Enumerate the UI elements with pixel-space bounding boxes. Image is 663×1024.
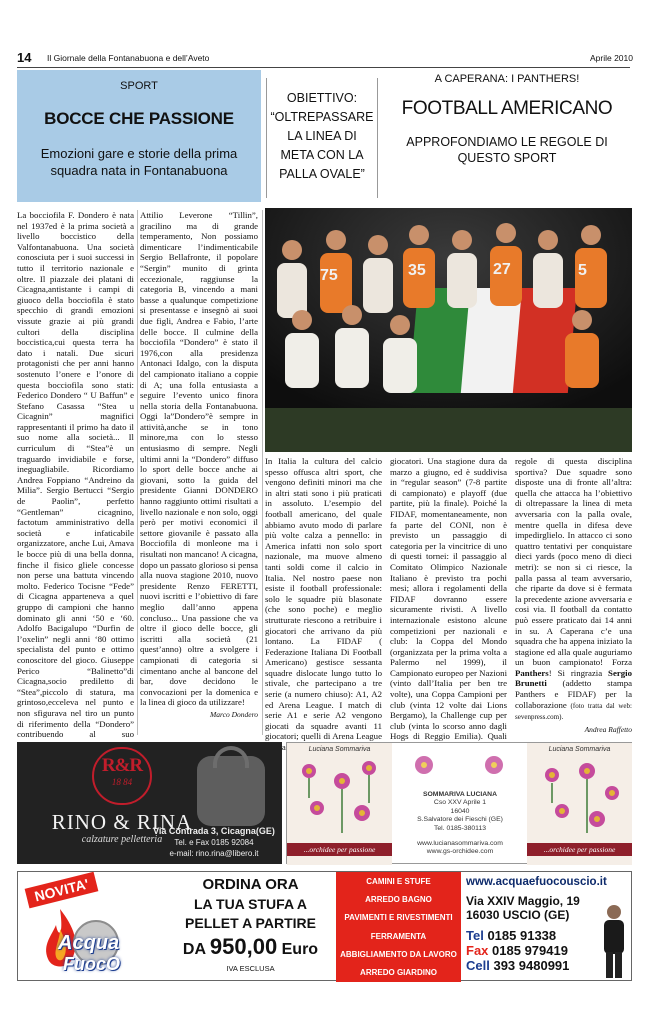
bocce-subtitle: Emozioni gare e storie della prima squadra nata in Fontanabuona xyxy=(40,146,238,178)
website[interactable]: www.gs-orchidee.com xyxy=(426,848,494,856)
service-item: ARREDO BAGNO xyxy=(365,895,432,905)
price: 950,00 xyxy=(209,934,278,959)
objective-line: “OLTREPASSARE xyxy=(270,110,374,124)
service-item: ABBIGLIAMENTO DA LAVORO xyxy=(340,949,457,959)
objective-line: LA LINEA DI xyxy=(287,129,357,143)
website-link[interactable]: www.acquaefuocouscio.it xyxy=(466,876,607,888)
column-rule xyxy=(137,210,138,735)
football-kicker: A CAPERANA: I PANTHERS! xyxy=(434,73,580,85)
page-number: 14 xyxy=(17,50,32,65)
column-rule xyxy=(262,210,263,735)
bocce-article-col1 xyxy=(17,210,134,740)
article-text-part: regole di questa disciplina sportiva? Due squadre sono disposte una di fronte all’altra: quella che attacca ha l’obiettivo di oltrepassare la linea di meta avversaria con la palla ovale, mentre quella in difesa deve impedirglielo. In attacco ci sono quattro tentativi per conquistare dieci yards (poco meno di dieci metri): se non si ci riesce, la palla passa al team avversario, che riparte da dove si è fermata la precedente azione avversaria e cosi via. Il football da contatto può essere praticato dai 14 anni in su. A Caperana c’e una squadra che ha appena iniziato la stagione ed alla quale auguriamo un buon campionato! Forza xyxy=(515,456,632,668)
slogan: ...orchidee per passione xyxy=(287,843,392,856)
football-article-col2 xyxy=(390,456,508,742)
byline: Andrea Raffetto xyxy=(584,724,632,734)
ad-rino-rina[interactable] xyxy=(17,742,282,864)
person-figure-image xyxy=(598,902,630,980)
objective-line: META CON LA xyxy=(280,148,364,162)
byline: Marco Dondero xyxy=(210,709,258,719)
fax-label: Fax xyxy=(466,943,489,958)
shop-phone: Tel. e Fax 0185 92084 xyxy=(174,838,254,847)
phone: Tel. 0185-380113 xyxy=(433,824,487,832)
novita-badge: NOVITA' xyxy=(25,872,99,909)
price-prefix: DA xyxy=(182,941,210,958)
headline-price-line xyxy=(168,934,333,960)
brand-logo-area xyxy=(18,872,168,982)
football-title: FOOTBALL AMERICANO xyxy=(401,98,613,119)
article-text: giocatori. Una stagione dura da marzo a giugno, ed è suddivisa in “regular season” (7-8 partite di campionato) e playoff (due partite, più la finale). Poiché la FIDAF, momentaneamente, non fa parte del CONI, non è previsto un passaggio di categoria per la vincitrice di uno di questi tornei: il passaggio al Comitato Olimpico Nazionale Italiano è previsto tra pochi mesi; allora i regolamenti della FIDAF dovranno essere sicuramente rivisti. A livello internazionale esistono alcune competizioni per nazionali e club: la Coppa del Mondo (organizzata per la prima volta a Palermo nel 1999), il Campionato europeo per Nazioni (vinto dall’Italia per ben tre volte), una Coppa Campioni per club (vinta 12 volte dai Lions Bergamo), la Challenge cup per club (vinta lo scorso anno dagli Hogs di Reggio Emilia). Quali xyxy=(390,456,508,742)
address-line: 16040 xyxy=(450,807,470,815)
person-name: Sergio Brunetti xyxy=(515,667,632,689)
photo-credit: (foto tratta dal web: sevenpress.com). xyxy=(515,701,632,722)
football-headline-box xyxy=(382,70,632,205)
shop-address: Via Contrada 3, Cicagna(GE) xyxy=(153,826,275,836)
brand-name-top: Acqua xyxy=(58,932,120,954)
brand-tagline: calzature pelletteria xyxy=(81,834,163,845)
promo-headline xyxy=(168,876,333,973)
monogram-logo xyxy=(92,747,152,805)
svg-text:27: 27 xyxy=(493,261,511,278)
svg-text:75: 75 xyxy=(320,267,338,284)
objective-line: OBIETTIVO: xyxy=(286,91,358,105)
bocce-headline-box xyxy=(17,70,261,202)
article-text-part: ! Si ringrazia xyxy=(548,667,609,678)
headline-line: PELLET A PARTIRE xyxy=(185,915,316,931)
article-text: In Italia la cultura del calcio spesso offusca altri sport, che vengono definiti minori ma che in altri stati sono i più praticati in assoluto. L’esempio del football americano, del quale abbiamo avuto modo di parlare più volte calza a pennello: in America infatti non solo sport nazionale, ma muove almeno tanti soldi come il calcio in Italia. Nel nostro paese non esiste il football professionale: solo le squadre più blasonate (che sono poche) e meglio strutturate riescono a retribuire i giocatori che arrivano da più lontano. La FIDAF ( Federazione Italiana Di Football Americano) gestisce sessanta squadre dislocate lungo tutto lo stivale, che partecipano a tre serie (a numero chiuso): A1, A2 ed Arena League. I match di serie A1 e serie A2 vengono giocati da squadre avanti 11 giocatori; quelli di Arena League team xyxy=(265,456,382,753)
team-photo xyxy=(265,208,632,452)
headline-line: ORDINA ORA xyxy=(202,876,299,893)
ad-acqua-e-fuoco[interactable] xyxy=(17,871,632,981)
section-kicker: SPORT xyxy=(120,80,158,92)
objective-box xyxy=(266,78,378,198)
street-address: Via XXIV Maggio, 19 xyxy=(466,894,580,908)
orchid-card xyxy=(399,747,521,859)
football-subtitle: APPROFONDIAMO LE REGOLE DI QUESTO SPORT xyxy=(406,135,608,165)
bag-image xyxy=(197,756,265,826)
brand-name: Luciana Sommariva xyxy=(548,746,611,753)
svg-text:5: 5 xyxy=(578,262,587,279)
publication-name: Il Giornale della Fontanabuona e dell’Aveto xyxy=(47,53,210,63)
panthers-team-photo-illustration xyxy=(265,208,632,452)
bocce-title: BOCCE CHE PASSIONE xyxy=(44,109,234,128)
slogan: ...orchidee per passione xyxy=(527,843,632,856)
ad-orchidee[interactable] xyxy=(286,742,632,864)
tel-label: Tel xyxy=(466,928,484,943)
page-header xyxy=(17,52,647,66)
service-item: PAVIMENTI E RIVESTIMENTI xyxy=(344,913,453,923)
headline-line: LA TUA STUFA A xyxy=(193,896,308,912)
services-list xyxy=(336,872,461,982)
svg-text:35: 35 xyxy=(408,262,426,279)
cell-number: 393 9480991 xyxy=(493,958,570,973)
brand-name: Luciana Sommariva xyxy=(308,746,371,753)
city-address: 16030 USCIO (GE) xyxy=(466,908,570,922)
brand-name-bottom: FuocO xyxy=(63,954,120,974)
article-text: La bocciofila F. Dondero è nata nel 1937ed è la prima società a livello boccistico della Valfontanabuona. Una società conosciuta per i suoi successi in tutto il territorio nazionale e oltre. Il piazzale dei platani di Cicagna,antistante i campi di giuoco della bocciofila è stato specchio di grandi emozioni vissute grazie ai più grandi cultori della disciplina boccistica,cui questa terra ha dato i natali. Due sicuri protagonisti che per anni hanno sostenuto l’onere e l’onore di questa bocciofila sono stati: Federico Dondero “ U Baffun” e Stefano Casassa “Stea u Cicagnin” magnifici rappresentanti il primo ha dato il suo nome alla società... Il curriculum di “Stea”è un traguardo invidiabile e forse, ineguagliabile. Ricordiamo Andrea Foppiano “Andreino da Milia”. Sergio Bertucci “Sergio de Paolin”, perfetto “Gentleman” cicagnino, factotum amministrativo della società e infaticabile organizzatore, anche Lui, Amava le bocce più di una bella donna, finche il fisico gliele concesse non perse una battuta vincendo molto. Federico Tocisne “Fede” di Cicagna appartenevа a quel gruppo di campioni che hanno dominato gli anni ‘50 e ‘60. Adolfo Bacigalupo “Durfin de l’oxelin” negli anni ‘80 ottimo specialista del punto e ottimo conoscitore del gioco. Giuseppe Perico “Balinetto”di Cicagna,socio prediletto di “Stea”,piccolo di statura, ma grintoso,eccelevа nel punto e non sfigurava nel tiro un punto di riferimento della “Dondero” contribuendo al suo xyxy=(17,210,134,740)
shop-email: e-mail: rino.rina@libero.it xyxy=(169,849,259,858)
orchid-panel-right xyxy=(527,743,632,865)
orchid-illustration xyxy=(527,753,632,838)
football-article-col3 xyxy=(515,456,632,738)
article-text: Attilio Leverone “Tillin”, gracilino ma di grande temperamento, Non possiamo dimenticare l’indimenticabile Sergio Bellafronte, il popolare “Sergin” munito di grinta eccezionale, raggiunse la categoria B, vincendo a mani basse a qualunque competizione si presentasse e insegnò ai suoi due figli, Andrea e Fabio, l’arte delle bocce. Il culmine della bocciofila “Dondero” è stato il 1976,con alla presidenza Antonaci Idalgo, con la disputa del campionato italiano a coppie di A; una folla entusiasta a seguire l’evento unico finora nella storia della Fontanabuona. Oggi la”Dondero”è sempre in attività,anche se in tono minore,ma con lo stesso entusiasmo di sempre. Negli ultimi anni la “Dondero” diffuso lo sport delle bocce anche ai giovani, sotto la guida del presidente Gianni DONDERO hanno raggiunto ottimi risultati a livello nazionale e non solo, oggi però per motivi economici il settore giovanile è passato alla Bocciofila di monleone ma i risultati non mancano! A cicagna, dopo un passato glorioso si pensa alla nuova stagione 2010, nuovo presidente Renzo FERETTI, nuovi iscritti e l’obiettivo di fare meglio dall’anno appena concluso... Una passione che va oltre il gioco delle bocce, gli iscritti alla società (21 quest’anno) oltre a svolgere i campionati di categoria si cimentano anche al bancone del bar, dove decidono le convocazioni per la domenica e la linea di gioco da utilizzare! xyxy=(140,210,259,708)
monogram-initials: R&R xyxy=(101,755,143,776)
article-text-part: (addetto stampa Panthers e FIDAF) per la collaborazione xyxy=(515,678,632,710)
header-divider xyxy=(17,67,630,68)
issue-date: Aprile 2010 xyxy=(589,53,633,63)
address-line: S.Salvatore dei Fieschi (GE) xyxy=(417,816,503,824)
orchid-panel-left xyxy=(287,743,392,865)
objective-line: PALLA OVALE” xyxy=(279,167,365,181)
vat-note: IVA ESCLUSA xyxy=(226,964,275,973)
service-item: FERRAMENTA xyxy=(370,931,427,941)
service-item: ARREDO GIARDINO xyxy=(360,968,437,978)
cell-label: Cell xyxy=(466,958,490,973)
brand-name: RINO & RINA xyxy=(51,810,193,834)
fax-number: 0185 979419 xyxy=(492,943,568,958)
orchid-icon xyxy=(399,747,521,787)
monogram-year: 18 84 xyxy=(111,777,133,787)
owner-name: SOMMARIVA LUCIANA xyxy=(422,790,497,798)
service-item: CAMINI E STUFE xyxy=(366,877,431,886)
address-line: Cso XXV Aprile 1 xyxy=(433,799,487,807)
team-name: Panthers xyxy=(515,667,549,678)
orchid-illustration xyxy=(287,753,392,838)
currency: Euro xyxy=(277,941,319,958)
tel-number: 0185 91338 xyxy=(487,928,557,943)
website[interactable]: www.lucianasommariva.com xyxy=(417,839,503,847)
bocce-article-col2 xyxy=(140,210,258,735)
article-text xyxy=(515,456,632,723)
